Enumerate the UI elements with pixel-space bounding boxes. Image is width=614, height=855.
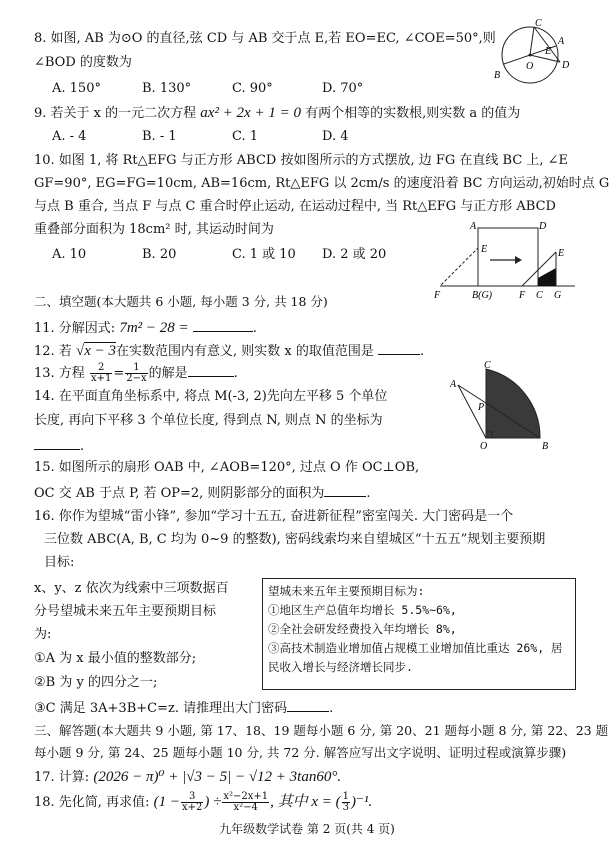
q8-line2: ∠BOD 的度数为	[34, 55, 132, 70]
q16-clue1: ①A 为 x 最小值的整数部分;	[34, 651, 197, 666]
q10-option-a: A. 10	[52, 247, 87, 262]
q14-end: .	[80, 439, 85, 454]
q10-line1: 10. 如图 1, 将 Rt△EFG 与正方形 ABCD 按如图所示的方式摆放, 边 FG 在直线 BC 上, ∠E	[34, 153, 569, 168]
q8-line1: 8. 如图, AB 为⊙O 的直径,弦 CD 与 AB 交于点 E,若 EO=EC, ∠COE=50°,则	[34, 31, 496, 46]
q16-line6: 为:	[34, 627, 52, 642]
q15-line2-text: OC 交 AB 于点 P, 若 OP=2, 则阴影部分的面积为	[34, 486, 325, 501]
page-footer: 九年级数学试卷 第 2 页(共 4 页)	[219, 822, 395, 836]
q11-answer-blank[interactable]	[193, 318, 253, 332]
q17-stem	[34, 768, 341, 787]
q8-label-d: D	[562, 60, 570, 71]
q8-label-o: O	[526, 61, 534, 72]
q10-line3: 与点 B 重合, 当点 F 与点 C 重合时停止运动, 在运动过程中, 当 Rt△EFG 与正方形 ABCD	[34, 199, 556, 214]
q16-line5: 分号望城未来五年主要预期目标	[34, 604, 217, 619]
q13-f1-den: x+1	[90, 373, 112, 384]
q9-suffix: 有两个相等的实数根,则实数 a 的值为	[305, 106, 521, 121]
q8-option-d: D. 70°	[322, 81, 364, 96]
q9-stem	[34, 104, 520, 123]
q16-box-line1: 望城未来五年主要预期目标为:	[268, 584, 425, 598]
q13-fraction-right	[125, 363, 147, 384]
q16-clue3	[34, 698, 333, 718]
q15-label-a: A	[450, 379, 457, 390]
q15-answer-blank[interactable]	[324, 483, 366, 497]
q18-expr-c: , 其中 x = (	[270, 794, 341, 810]
q16-answer-blank[interactable]	[287, 698, 329, 712]
q13-end: .	[233, 366, 238, 381]
q15-label-c: C	[484, 360, 491, 371]
q13-answer-blank[interactable]	[188, 363, 234, 377]
q18-f3-den: 3	[342, 802, 350, 813]
q8-label-c: C	[535, 18, 542, 29]
q13-f1-num: 2	[90, 363, 112, 374]
q15-line1: 15. 如图所示的扇形 OAB 中, ∠AOB=120°, 过点 O 作 OC⊥OB,	[34, 460, 420, 475]
q18-f2-den: x²−4	[233, 802, 258, 813]
q17-prefix: 17. 计算:	[34, 770, 90, 785]
q16-box-line2: ①地区生产总值年均增长 5.5%~6%,	[268, 603, 457, 617]
q8-label-e: E	[545, 46, 552, 57]
q10-option-b: B. 20	[142, 247, 177, 262]
q18-fraction-2	[222, 792, 269, 813]
q16-line3: 目标:	[44, 555, 75, 570]
q18-fraction-1	[181, 792, 203, 813]
q18-f1-num: 3	[181, 792, 203, 803]
q11-stem	[34, 318, 257, 338]
q14-line1: 14. 在平面直角坐标系中, 将点 M(-3, 2)先向左平移 5 个单位	[34, 389, 388, 404]
q18-expr-b: ) ÷	[204, 794, 222, 810]
q16-box-line5: 民收入增长与经济增长同步.	[268, 660, 413, 674]
q15-label-p: P	[478, 402, 485, 413]
q15-line2	[34, 483, 371, 503]
q13-suffix: 的解是	[148, 366, 188, 381]
q13-prefix: 13. 方程	[34, 366, 85, 381]
q13-fraction-left	[90, 363, 112, 384]
q9-option-d: D. 4	[322, 129, 349, 144]
q9-option-b: B. - 1	[142, 129, 177, 144]
q11-expression: 7m² − 28 =	[119, 320, 189, 336]
q10-label-e-right: E	[558, 248, 565, 259]
q13-f2-den: 2−x	[126, 373, 147, 384]
q16-line1: 16. 你作为望城“雷小锋”, 参加“学习十五五, 奋进新征程”密室闯关. 大门密码是一个	[34, 509, 514, 524]
q10-square-figure	[430, 220, 580, 302]
q9-option-c: C. 1	[232, 129, 259, 144]
q12-text: 在实数范围内有意义, 则实数 x 的取值范围是	[115, 344, 374, 359]
q12-number: 12. 若	[34, 344, 72, 359]
q10-label-c: C	[536, 290, 543, 301]
q8-label-a: A	[558, 36, 565, 47]
q12-end: .	[419, 344, 425, 359]
q18-expr-d: )⁻¹.	[351, 794, 373, 810]
q14-line2: 长度, 再向下平移 3 个单位长度, 得到点 N, 则点 N 的坐标为	[34, 413, 383, 428]
q18-f1-den: x+2	[181, 802, 203, 813]
q10-option-c: C. 1 或 10	[232, 247, 296, 262]
q16-end: .	[329, 701, 334, 716]
q9-option-a: A. - 4	[52, 129, 87, 144]
q9-equation: ax² + 2x + 1 = 0	[200, 105, 301, 121]
q16-clue2: ②B 为 y 的四分之一;	[34, 675, 158, 690]
q16-goals-box	[262, 578, 576, 690]
q16-box-line4: ③高技术制造业增加值占规模工业增加值比重达 26%, 居	[268, 641, 563, 655]
q11-end: .	[252, 321, 257, 336]
q10-label-f: F	[519, 290, 526, 301]
q15-end: .	[366, 486, 371, 501]
q15-sector-figure	[450, 360, 560, 450]
section3-line2: 每小题 9 分, 第 24、25 题每小题 10 分, 共 72 分. 解答应写出文字说明、证明过程或演算步骤)	[34, 745, 567, 760]
q18-fraction-3	[342, 792, 350, 813]
q18-prefix: 18. 先化简, 再求值:	[34, 795, 150, 810]
q10-label-e-left: E	[481, 244, 488, 255]
q8-option-b: B. 130°	[142, 81, 192, 96]
q13-stem	[34, 361, 238, 387]
q14-line3	[34, 436, 84, 456]
q17-expression: (2026 − π)⁰ + |√3 − 5| − √12 + 3tan60°.	[93, 769, 342, 785]
q8-option-c: C. 90°	[232, 81, 273, 96]
section2-heading: 二、填空题(本大题共 6 小题, 每小题 3 分, 共 18 分)	[34, 294, 328, 309]
q10-label-g: G	[554, 290, 562, 301]
q10-line2: GF=90°, EG=FG=10cm, AB=16cm, Rt△EFG 以 2cm/s 的速度沿着 BC 方向运动,初始时点 G	[34, 176, 610, 191]
q16-line4: x、y、z 依次为线索中三项数据百	[34, 581, 229, 596]
q12-radicand: x − 3	[84, 343, 116, 359]
q18-f2-num: x²−2x+1	[223, 791, 269, 802]
q11-prefix: 11. 分解因式:	[34, 321, 116, 336]
q16-line2: 三位数 ABC(A, B, C 均为 0~9 的整数), 密码线索均来自望城区“十五五”规划主要预期	[44, 532, 546, 547]
q9-prefix: 9. 若关于 x 的一元二次方程	[34, 106, 197, 121]
q16-clue3-text: ③C 满足 3A+3B+C=z. 请推理出大门密码	[34, 701, 288, 716]
q12-stem	[34, 341, 424, 361]
q16-box-line3: ②全社会研发经费投入年均增长 8%,	[268, 622, 457, 636]
q18-stem	[34, 788, 372, 817]
q18-f3-num: 1	[342, 791, 350, 802]
q10-line4: 重叠部分面积为 18cm² 时, 其运动时间为	[34, 222, 274, 237]
q8-option-a: A. 150°	[52, 81, 101, 96]
q13-f2-num: 1	[125, 363, 147, 374]
q8-label-b: B	[494, 70, 501, 81]
q13-equals: =	[113, 366, 125, 381]
q10-label-d: D	[539, 221, 547, 232]
q8-circle-figure	[490, 18, 572, 88]
q10-option-d: D. 2 或 20	[322, 247, 387, 262]
q10-label-bg: B(G)	[472, 290, 492, 301]
q15-label-b: B	[542, 441, 549, 450]
q14-answer-blank[interactable]	[34, 436, 80, 450]
q12-answer-blank[interactable]	[378, 341, 420, 355]
q12-radical: √x − 3	[75, 343, 116, 359]
q10-label-a: A	[470, 221, 477, 232]
section3-line1: 三、解答题(本大题共 9 小题, 第 17、18、19 题每小题 6 分, 第 20、21 题每小题 8 分, 第 22、23 题	[34, 723, 609, 738]
q10-label-f-left: F	[434, 290, 441, 301]
q18-expr-a: (1 −	[153, 794, 180, 810]
q15-label-o: O	[480, 441, 488, 450]
